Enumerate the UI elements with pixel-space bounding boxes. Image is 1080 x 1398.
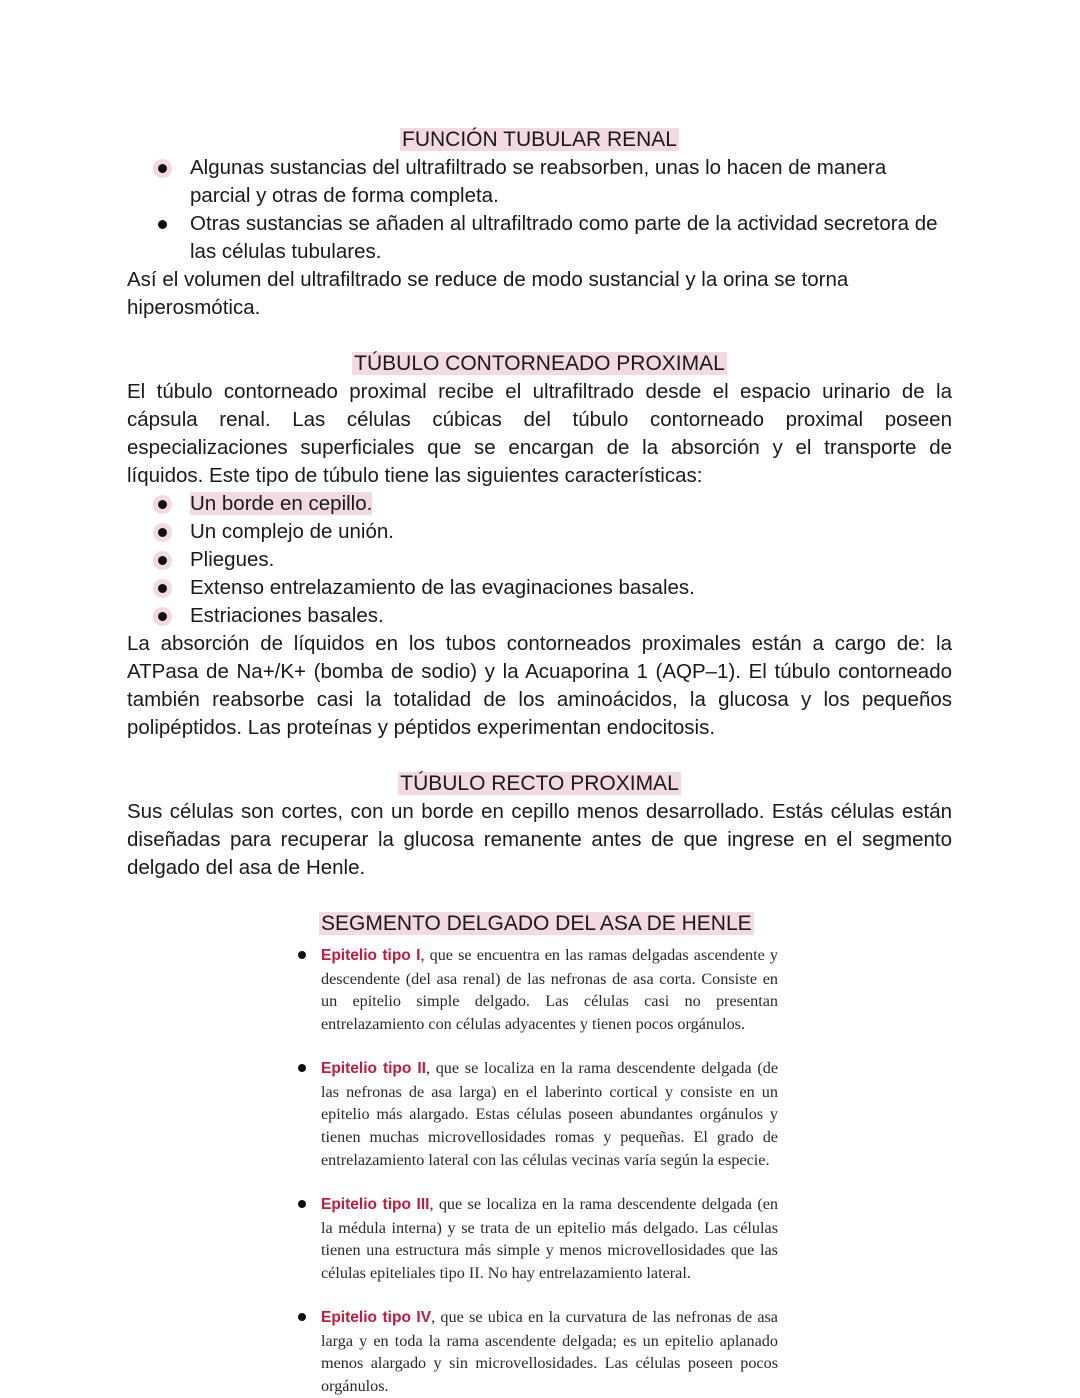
bullet-icon	[158, 584, 167, 593]
list-item: Algunas sustancias del ultrafiltrado se reabsorben, unas lo hacen de manera parcial y otras de forma completa.	[127, 154, 952, 210]
section-title-contorneado-proximal: TÚBULO CONTORNEADO PROXIMAL	[354, 352, 725, 375]
section-title-funcion-tubular: FUNCIÓN TUBULAR RENAL	[402, 128, 677, 151]
paragraph-recto-proximal: Sus células son cortes, con un borde en cepillo menos desarrollado. Estás células están diseñadas para recuperar la glucosa remanente antes de que ingrese en el segmento delgado del asa de Henle.	[127, 800, 952, 879]
list-item: Un complejo de unión.	[127, 518, 952, 546]
bullet-icon	[298, 1313, 306, 1321]
list-item: Extenso entrelazamiento de las evaginaciones basales.	[127, 574, 952, 602]
bullet-icon	[158, 556, 167, 565]
paragraph-absorcion: La absorción de líquidos en los tubos contorneados proximales están a cargo de: la ATPasa de Na+/K+ (bomba de sodio) y la Acuaporina 1 (AQP–1). El túbulo contorneado también reabsorbe casi la totalidad de los aminoácidos, la glucosa y los pequeños polipéptidos. Las proteínas y péptidos experimentan endocitosis.	[127, 632, 952, 739]
bullet-icon	[158, 164, 167, 173]
epithelium-list	[296, 944, 778, 1397]
list-item: Un borde en cepillo.	[127, 490, 952, 518]
bullet-icon	[158, 528, 167, 537]
bullet-list-funcion-tubular	[127, 154, 952, 266]
paragraph-volumen: Así el volumen del ultrafiltrado se reduce de modo sustancial y la orina se torna hiperosmótica.	[127, 268, 849, 319]
bullet-icon	[158, 500, 167, 509]
bullet-icon	[158, 220, 167, 229]
list-item: Estriaciones basales.	[127, 602, 952, 630]
bullet-icon	[158, 612, 167, 621]
list-item: Epitelio tipo II, que se localiza en la rama descendente delgada (de las nefronas de asa larga) en el laberinto cortical y consiste en un epitelio más alargado. Estas células poseen abundantes orgánulos y tienen muchas microvellosidades romas y pequeñas. El grado de entrelazamiento lateral con las células vecinas varía según la especie.	[296, 1057, 778, 1193]
bullet-list-caracteristicas	[127, 490, 952, 630]
bullet-icon	[298, 1064, 306, 1072]
list-item: Epitelio tipo III, que se localiza en la rama descendente delgada (en la médula interna) y se trata de un epitelio más delgado. Las células tienen una estructura más simple y menos microvellosidades que las células epiteliales tipo II. No hay entrelazamiento lateral.	[296, 1193, 778, 1306]
section-title-asa-henle: SEGMENTO DELGADO DEL ASA DE HENLE	[321, 912, 752, 935]
list-item: Epitelio tipo IV, que se ubica en la curvatura de las nefronas de asa larga y en toda la rama ascendente delgada; es un epitelio aplanado menos alargado y sin microvellosidades. Las células poseen pocos orgánulos.	[296, 1306, 778, 1397]
paragraph-contorneado-intro: El túbulo contorneado proximal recibe el ultrafiltrado desde el espacio urinario de la cápsula renal. Las células cúbicas del túbulo contorneado proximal poseen especializaciones superficiales que se encargan de la absorción y el transporte de líquidos. Este tipo de túbulo tiene las siguientes características:	[127, 380, 952, 487]
list-item: Otras sustancias se añaden al ultrafiltrado como parte de la actividad secretora de las células tubulares.	[127, 210, 952, 266]
list-item: Pliegues.	[127, 546, 952, 574]
section-title-recto-proximal: TÚBULO RECTO PROXIMAL	[400, 772, 679, 795]
list-item: Epitelio tipo I, que se encuentra en las ramas delgadas ascendente y descendente (del asa renal) de las nefronas de asa corta. Consiste en un epitelio simple delgado. Las células casi no presentan entrelazamiento con células adyacentes y tienen pocos orgánulos.	[296, 944, 778, 1057]
bullet-icon	[298, 1200, 306, 1208]
bullet-icon	[298, 951, 306, 959]
